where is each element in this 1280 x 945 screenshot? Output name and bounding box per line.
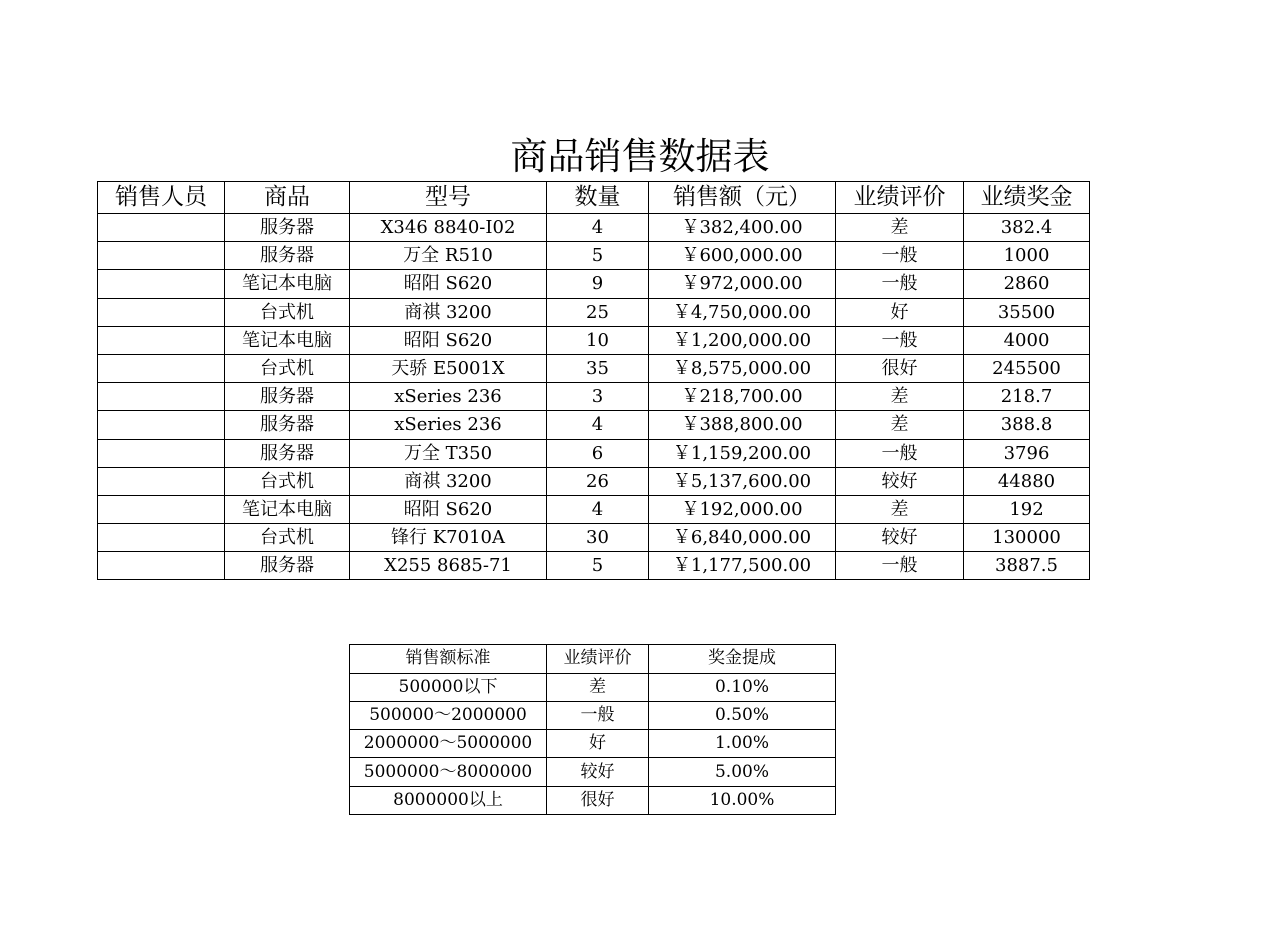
- table-cell[interactable]: [98, 298, 225, 326]
- table-cell[interactable]: 10: [547, 326, 649, 354]
- table-cell[interactable]: 服务器: [225, 214, 350, 242]
- table-cell[interactable]: ￥972,000.00: [649, 270, 836, 298]
- table-row: [98, 524, 1090, 552]
- table-cell[interactable]: 25: [547, 298, 649, 326]
- table-cell[interactable]: 26: [547, 467, 649, 495]
- table-cell[interactable]: 35: [547, 354, 649, 382]
- table-cell[interactable]: 6: [547, 439, 649, 467]
- table-cell[interactable]: 245500: [964, 354, 1090, 382]
- table-row: [98, 326, 1090, 354]
- table-cell[interactable]: xSeries 236: [350, 411, 547, 439]
- table-cell[interactable]: ￥600,000.00: [649, 242, 836, 270]
- table-row: [98, 439, 1090, 467]
- table-cell[interactable]: 昭阳 S620: [350, 495, 547, 523]
- table-cell[interactable]: ￥388,800.00: [649, 411, 836, 439]
- column-header[interactable]: 数量: [547, 182, 649, 214]
- table-cell[interactable]: 44880: [964, 467, 1090, 495]
- table-cell[interactable]: 好: [836, 298, 964, 326]
- table-cell[interactable]: 一般: [836, 326, 964, 354]
- table-cell[interactable]: [98, 242, 225, 270]
- table-cell[interactable]: 500000以下: [350, 673, 547, 701]
- table-cell[interactable]: 5000000～8000000: [350, 758, 547, 786]
- table-cell[interactable]: 5: [547, 242, 649, 270]
- table-row: [98, 270, 1090, 298]
- table-cell[interactable]: 10.00%: [649, 786, 836, 814]
- table-cell[interactable]: 锋行 K7010A: [350, 524, 547, 552]
- table-cell[interactable]: 4000: [964, 326, 1090, 354]
- table-cell[interactable]: 30: [547, 524, 649, 552]
- table-cell[interactable]: [98, 552, 225, 580]
- table-row: [350, 730, 836, 758]
- table-cell[interactable]: [98, 326, 225, 354]
- sheet-title: 商品销售数据表: [510, 135, 770, 178]
- table-cell[interactable]: [98, 214, 225, 242]
- table-cell[interactable]: 2860: [964, 270, 1090, 298]
- bonus-standards-table: [349, 644, 836, 815]
- table-cell[interactable]: 0.10%: [649, 673, 836, 701]
- table-cell[interactable]: ￥8,575,000.00: [649, 354, 836, 382]
- table-cell[interactable]: 5: [547, 552, 649, 580]
- table-cell[interactable]: 较好: [836, 524, 964, 552]
- table-cell[interactable]: 服务器: [225, 411, 350, 439]
- table-cell[interactable]: X255 8685-71: [350, 552, 547, 580]
- table-cell[interactable]: 0.50%: [649, 701, 836, 729]
- header-row: [98, 182, 1090, 214]
- table-row: [98, 214, 1090, 242]
- table-cell[interactable]: ￥218,700.00: [649, 383, 836, 411]
- table-row: [98, 298, 1090, 326]
- table-cell[interactable]: 2000000～5000000: [350, 730, 547, 758]
- column-header[interactable]: 型号: [350, 182, 547, 214]
- column-header[interactable]: 奖金提成: [649, 645, 836, 674]
- table-cell[interactable]: 8000000以上: [350, 786, 547, 814]
- table-cell[interactable]: 5.00%: [649, 758, 836, 786]
- table-cell[interactable]: ￥1,159,200.00: [649, 439, 836, 467]
- table-cell[interactable]: [98, 495, 225, 523]
- table-row: [98, 467, 1090, 495]
- table-cell[interactable]: [98, 383, 225, 411]
- table-cell[interactable]: 一般: [836, 439, 964, 467]
- table-cell[interactable]: ￥6,840,000.00: [649, 524, 836, 552]
- table-cell[interactable]: ￥382,400.00: [649, 214, 836, 242]
- table-cell[interactable]: 差: [836, 214, 964, 242]
- sales-data-table: [97, 181, 1090, 580]
- table-cell[interactable]: 好: [547, 730, 649, 758]
- table-cell[interactable]: 较好: [547, 758, 649, 786]
- table-cell[interactable]: 130000: [964, 524, 1090, 552]
- table-cell[interactable]: 差: [836, 383, 964, 411]
- table-cell[interactable]: 台式机: [225, 298, 350, 326]
- table-cell[interactable]: 4: [547, 411, 649, 439]
- table-cell[interactable]: 台式机: [225, 524, 350, 552]
- table-cell[interactable]: 192: [964, 495, 1090, 523]
- table-row: [98, 495, 1090, 523]
- table-row: [350, 786, 836, 814]
- table-cell[interactable]: ￥1,177,500.00: [649, 552, 836, 580]
- table-cell[interactable]: 笔记本电脑: [225, 326, 350, 354]
- table-cell[interactable]: 3887.5: [964, 552, 1090, 580]
- table-cell[interactable]: 万全 R510: [350, 242, 547, 270]
- table-cell[interactable]: 500000～2000000: [350, 701, 547, 729]
- table-cell[interactable]: ￥1,200,000.00: [649, 326, 836, 354]
- table-cell[interactable]: [98, 524, 225, 552]
- table-cell[interactable]: [98, 411, 225, 439]
- table-cell[interactable]: 差: [836, 411, 964, 439]
- table-cell[interactable]: 较好: [836, 467, 964, 495]
- table-cell[interactable]: 差: [836, 495, 964, 523]
- table-row: [98, 552, 1090, 580]
- table-cell[interactable]: 笔记本电脑: [225, 495, 350, 523]
- column-header[interactable]: 业绩奖金: [964, 182, 1090, 214]
- table-cell[interactable]: 一般: [836, 242, 964, 270]
- header-row: [350, 645, 836, 674]
- table-cell[interactable]: 218.7: [964, 383, 1090, 411]
- table-cell[interactable]: 服务器: [225, 242, 350, 270]
- table-cell[interactable]: 服务器: [225, 552, 350, 580]
- table-cell[interactable]: 服务器: [225, 383, 350, 411]
- table-cell[interactable]: 一般: [547, 701, 649, 729]
- table-cell[interactable]: ￥192,000.00: [649, 495, 836, 523]
- column-header[interactable]: 销售额（元）: [649, 182, 836, 214]
- column-header[interactable]: 商品: [225, 182, 350, 214]
- table-cell[interactable]: [98, 270, 225, 298]
- table-cell[interactable]: [98, 354, 225, 382]
- table-cell[interactable]: 9: [547, 270, 649, 298]
- table-cell[interactable]: 商祺 3200: [350, 467, 547, 495]
- table-cell[interactable]: 4: [547, 214, 649, 242]
- table-cell[interactable]: xSeries 236: [350, 383, 547, 411]
- table-cell[interactable]: 很好: [547, 786, 649, 814]
- column-header[interactable]: 业绩评价: [836, 182, 964, 214]
- column-header[interactable]: 销售额标准: [350, 645, 547, 674]
- table-row: [350, 758, 836, 786]
- table-cell[interactable]: X346 8840-I02: [350, 214, 547, 242]
- table-cell[interactable]: 服务器: [225, 439, 350, 467]
- table-cell[interactable]: 很好: [836, 354, 964, 382]
- table-cell[interactable]: 382.4: [964, 214, 1090, 242]
- table-cell[interactable]: 388.8: [964, 411, 1090, 439]
- table-cell[interactable]: 1000: [964, 242, 1090, 270]
- table-cell[interactable]: 万全 T350: [350, 439, 547, 467]
- column-header[interactable]: 销售人员: [98, 182, 225, 214]
- table-row: [98, 383, 1090, 411]
- table-cell[interactable]: 4: [547, 495, 649, 523]
- table-cell[interactable]: 天骄 E5001X: [350, 354, 547, 382]
- table-row: [350, 673, 836, 701]
- table-cell[interactable]: 昭阳 S620: [350, 270, 547, 298]
- table-cell[interactable]: 台式机: [225, 467, 350, 495]
- table-cell[interactable]: 一般: [836, 552, 964, 580]
- table-cell[interactable]: 商祺 3200: [350, 298, 547, 326]
- table-cell[interactable]: [98, 439, 225, 467]
- table-row: [98, 411, 1090, 439]
- table-row: [98, 354, 1090, 382]
- table-cell[interactable]: 笔记本电脑: [225, 270, 350, 298]
- table-cell[interactable]: [98, 467, 225, 495]
- table-cell[interactable]: 昭阳 S620: [350, 326, 547, 354]
- table-cell[interactable]: 35500: [964, 298, 1090, 326]
- table-cell[interactable]: 1.00%: [649, 730, 836, 758]
- table-cell[interactable]: ￥5,137,600.00: [649, 467, 836, 495]
- table-row: [98, 242, 1090, 270]
- table-cell[interactable]: 3796: [964, 439, 1090, 467]
- table-cell[interactable]: 台式机: [225, 354, 350, 382]
- column-header[interactable]: 业绩评价: [547, 645, 649, 674]
- table-cell[interactable]: ￥4,750,000.00: [649, 298, 836, 326]
- table-cell[interactable]: 3: [547, 383, 649, 411]
- table-cell[interactable]: 差: [547, 673, 649, 701]
- table-row: [350, 701, 836, 729]
- table-cell[interactable]: 一般: [836, 270, 964, 298]
